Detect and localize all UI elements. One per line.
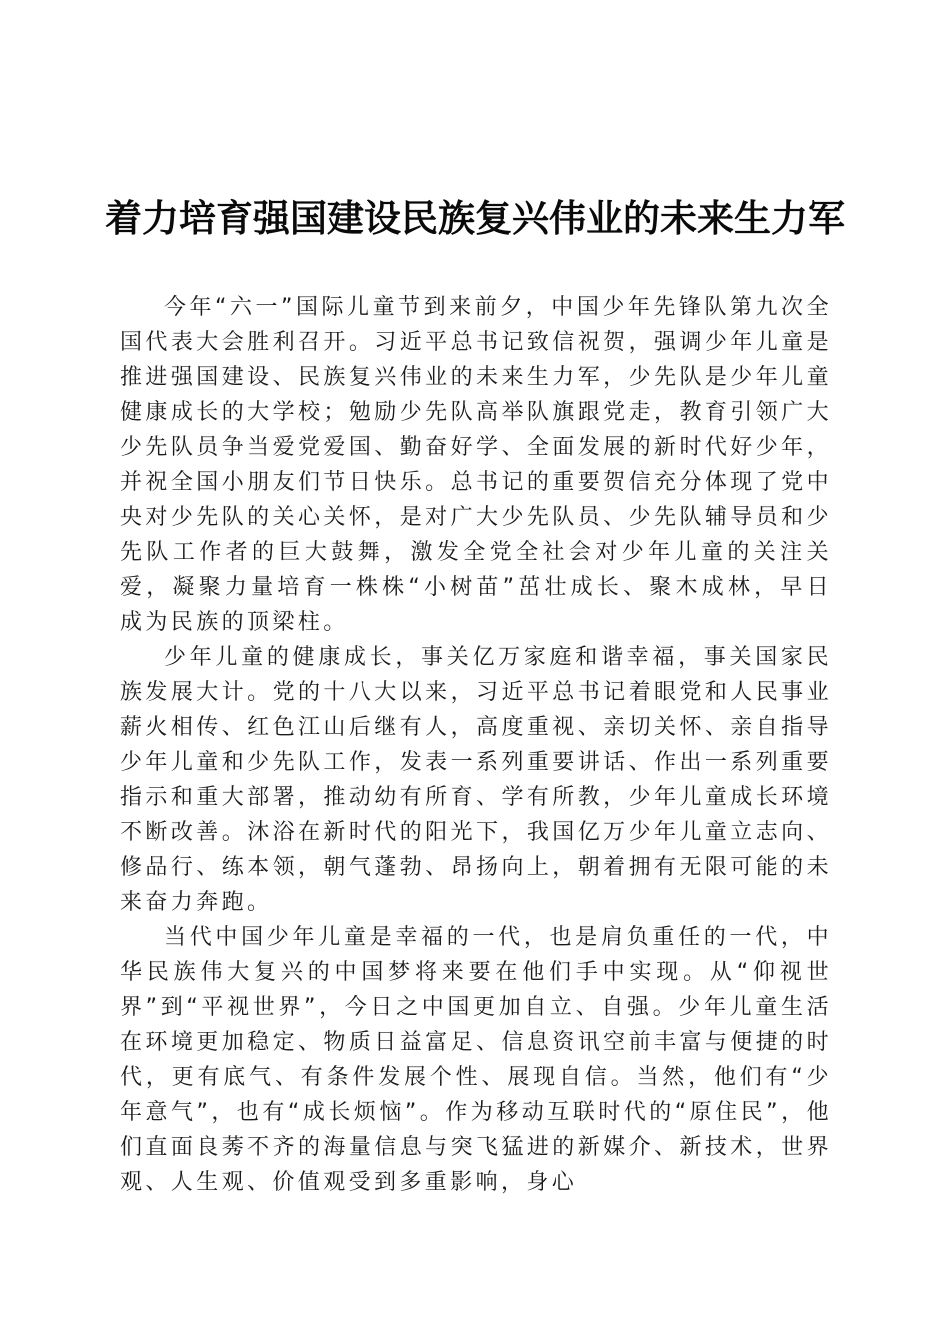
- paragraph-2: 少年儿童的健康成长，事关亿万家庭和谐幸福，事关国家民族发展大计。党的十八大以来，习近平总书记着眼党和人民事业薪火相传、红色江山后继有人，高度重视、亲切关怀、亲自指导少年儿童和少先队工作，发表一系列重要讲话、作出一系列重要指示和重大部署，推动幼有所育、学有所教，少年儿童成长环境不断改善。沐浴在新时代的阳光下，我国亿万少年儿童立志向、修品行、练本领，朝气蓬勃、昂扬向上，朝着拥有无限可能的未来奋力奔跑。: [120, 645, 832, 915]
- document-title: 着力培育强国建设民族复兴伟业的未来生力军: [105, 196, 845, 240]
- document-body: [120, 290, 832, 1200]
- paragraph-1: 今年“六一”国际儿童节到来前夕，中国少年先锋队第九次全国代表大会胜利召开。习近平总书记致信祝贺，强调少年儿童是推进强国建设、民族复兴伟业的未来生力军，少先队是少年儿童健康成长的大学校；勉励少先队高举队旗跟党走，教育引领广大少先队员争当爱党爱国、勤奋好学、全面发展的新时代好少年，并祝全国小朋友们节日快乐。总书记的重要贺信充分体现了党中央对少先队的关心关怀，是对广大少先队员、少先队辅导员和少先队工作者的巨大鼓舞，激发全党全社会对少年儿童的关注关爱，凝聚力量培育一株株“小树苗”茁壮成长、聚木成林，早日成为民族的顶梁柱。: [120, 295, 832, 635]
- paragraph-3: 当代中国少年儿童是幸福的一代，也是肩负重任的一代，中华民族伟大复兴的中国梦将来要在他们手中实现。从“仰视世界”到“平视世界”，今日之中国更加自立、自强。少年儿童生活在环境更加稳定、物质日益富足、信息资讯空前丰富与便捷的时代，更有底气、有条件发展个性、展现自信。当然，他们有“少年意气”，也有“成长烦恼”。作为移动互联时代的“原住民”，他们直面良莠不齐的海量信息与突飞猛进的新媒介、新技术，世界观、人生观、价值观受到多重影响，身心: [120, 925, 832, 1195]
